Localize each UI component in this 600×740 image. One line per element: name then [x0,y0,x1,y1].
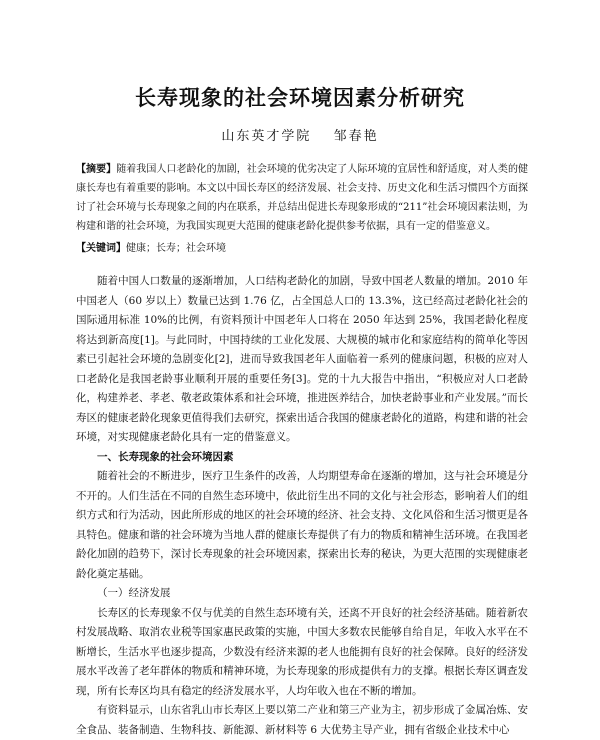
subsection-heading: （一）经济发展 [97,587,171,599]
intro-paragraph: 随着中国人口数量的逐渐增加，人口结构老龄化的加剧，导致中国老人数量的增加。2010 年中国老人（60 岁以上）数量已达到 1.76 亿，占全国总人口的 13.3%，这已经高过老龄化社会的国际通用标准 10%的比例，有资料预计中国老年人口将在 2050 年达到 25%，我国老龄化程度将达到新高度[1]。与此同时，中国持续的工业化发展、大规模的城市化和家庭结构的简单化等因素已引起社会环境的急剧变化[2]，进而导致我国老年人面临着一系列的健康问题，积极的应对人口老龄化是我国老龄事业顺利开展的重要任务[3]。党的十九大报告中指出，“积极应对人口老龄化，构建养老、孝老、敬老政策体系和社会环境，推进医养结合，加快老龄事业和产业发展。”而长寿区的健康老龄化现象更值得我们去研究，探索出适合我国的健康老龄化的道路，构建和谐的社会环境，对实现健康老龄化具有一定的借鉴意义。 [76,275,528,443]
keywords-text: 健康；长寿；社会环境 [126,243,226,254]
last-paragraph: 有资料显示，山东省乳山市长寿区上要以第二产业和第三产业为主，初步形成了金属冶炼、安全食品、装备制造、生物科技、新能源、新材料等 6 大优势主导产业，拥有省级企业技术中心 [76,704,528,736]
paper-title: 长寿现象的社会环境因素分析研究 [135,86,465,110]
body-text [76,272,528,740]
keywords-block [76,239,528,258]
section-paragraph: 随着社会的不断进步，医疗卫生条件的改善，人均期望寿命在逐渐的增加，这与社会环境是分不开的。人们生活在不同的自然生态环境中，依此衍生出不同的文化与社会形态，影响着人们的组织方式和行为活动，因此所形成的地区的社会环境的经济、社会支持、文化风俗和生活习惯更是各具特色。健康和谐的社会环境为当地人群的健康长寿提供了有力的物质和精神生活环境。在我国老龄化加剧的趋势下，深讨长寿现象的社会环境因素，探索出长寿的秘诀，为更大范围的实现健康老龄化奠定基础。 [76,470,528,580]
author-line [0,125,600,144]
author-affiliation: 山东英才学院 [221,129,312,144]
abstract-text: 随着我国人口老龄化的加剧，社会环境的优劣决定了人际环境的宜居性和舒适度，对人类的健康长寿也有着重要的影响。本文以中国长寿区的经济发展、社会支持、历史文化和生活习惯四个方面探讨了社会环境与长寿现象之间的内在联系，并总结出促进长寿现象形成的“211”社会环境因素法则，为构建和谐的社会环境，为我国实现更大范围的健康老龄化提供参考依据，具有一定的借鉴意义。 [76,164,529,232]
keywords-label: 【关键词】 [76,243,126,254]
section-heading: 一、长寿现象的社会环境因素 [97,450,234,463]
abstract-label: 【摘要】 [76,164,117,175]
subsection-paragraph: 长寿区的长寿现象不仅与优美的自然生态环境有关，还离不开良好的社会经济基础。随着新农村发展战略、取消农业税等国家惠民政策的实施，中国大多数农民能够自给自足，年收入水平在不断增长，生活水平也逐步提高，少数没有经济来源的老人也能拥有良好的社会保障。良好的经济发展水平改善了老年群体的物质和精神环境，为长寿现象的形成提供有力的支撑。根据长寿区调查发现，所有长寿区均具有稳定的经济发展水平，人均年收入也在不断的增加。 [76,606,528,697]
author-name: 邹春艳 [333,129,379,144]
abstract-block [76,160,528,236]
